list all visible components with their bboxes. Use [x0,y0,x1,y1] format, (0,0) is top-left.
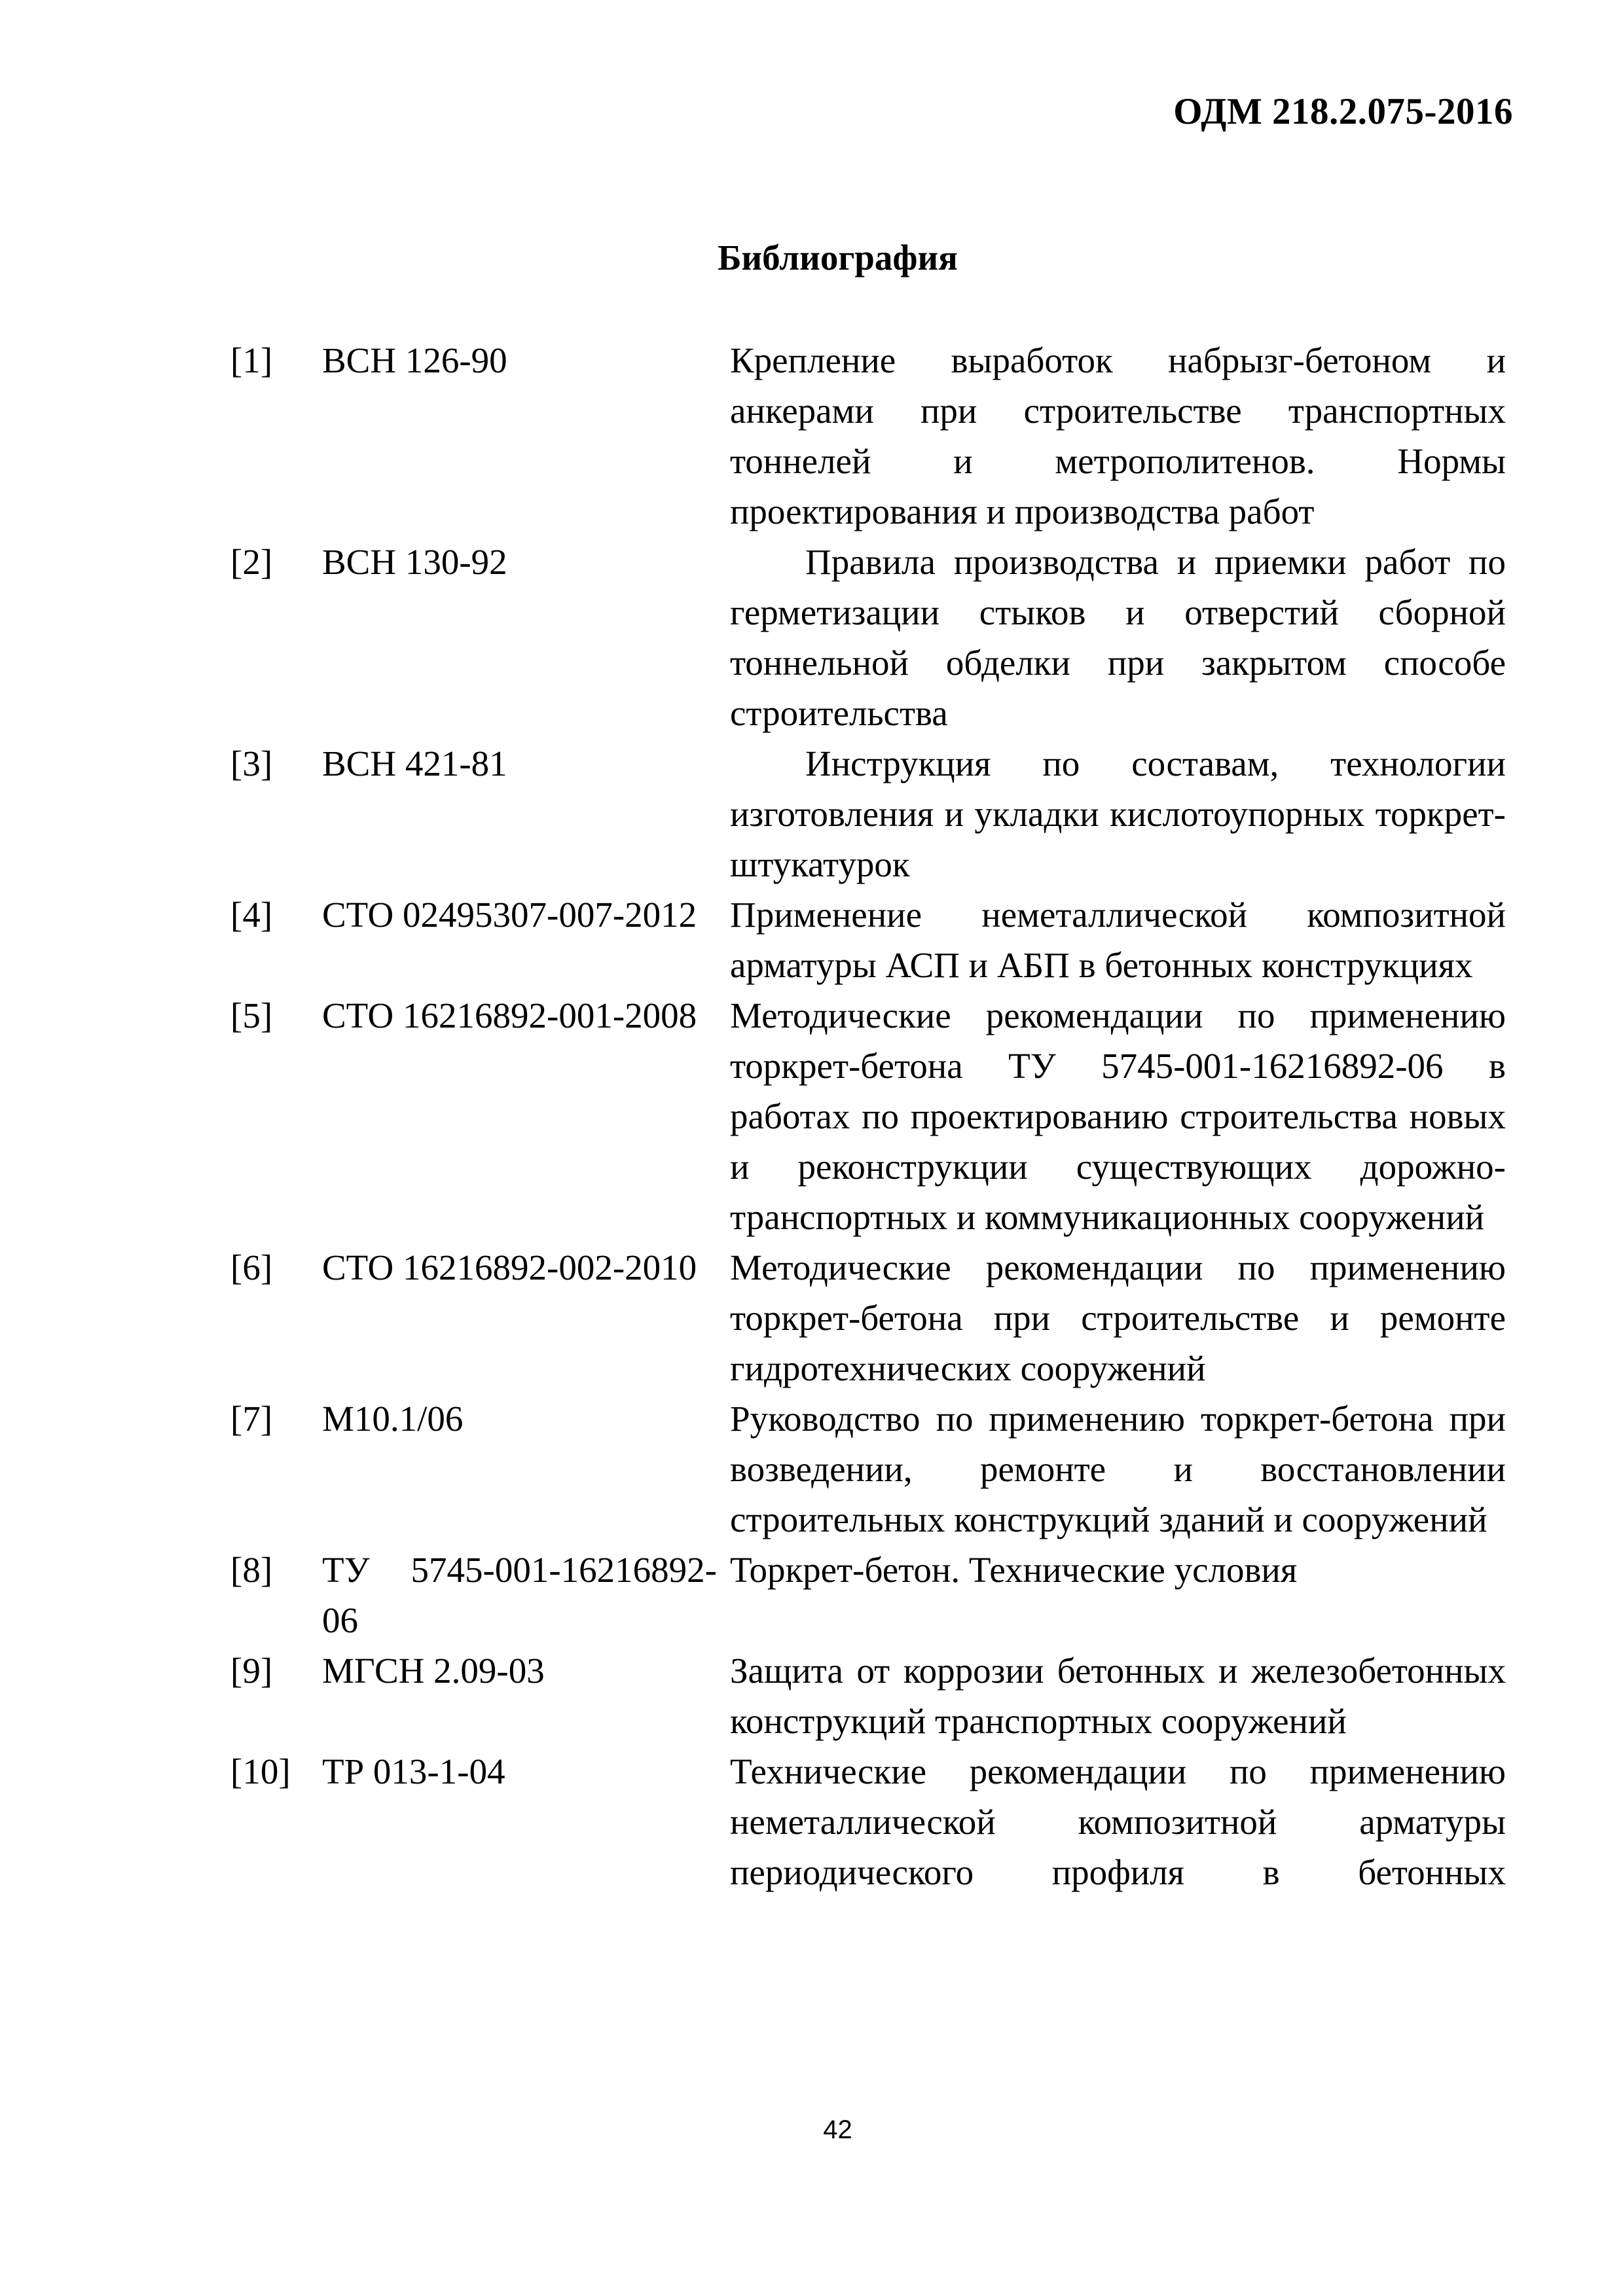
reference-title: Инструкция по составам, технологии изготовления и укладки кислотоупорных торкрет-штукатурок [730,744,1506,884]
reference-row [230,990,1506,1242]
reference-code: М10.1/06 [322,1399,464,1439]
reference-title: Применение неметаллической композитной арматуры АСП и АБП в бетонных конструкциях [730,895,1506,985]
reference-number: [9] [230,1651,273,1691]
bibliography-table [230,335,1506,1897]
reference-code: СТО 16216892-002-2010 [322,1247,697,1287]
reference-row [230,738,1506,889]
reference-title: Правила производства и приемки работ по герметизации стыков и отверстий сборной тоннельной обделки при закрытом способе строительства [730,542,1506,733]
reference-code: ВСН 130-92 [322,542,507,582]
reference-number: [10] [230,1751,291,1791]
reference-code: ВСН 421-81 [322,744,507,783]
reference-row [230,1545,1506,1645]
reference-title: Торкрет-бетон. Технические условия [730,1550,1298,1590]
reference-number: [3] [230,744,273,783]
reference-title: Защита от коррозии бетонных и железобетонных конструкций транспортных сооружений [730,1651,1506,1741]
reference-title: Методические рекомендации по применению торкрет-бетона при строительстве и ремонте гидротехнических сооружений [730,1247,1506,1388]
reference-row [230,335,1506,537]
reference-code: СТО 02495307-007-2012 [322,895,697,935]
reference-number: [4] [230,895,273,935]
reference-row [230,537,1506,738]
reference-title: Руководство по применению торкрет-бетона при возведении, ремонте и восстановлении строительных конструкций зданий и сооружений [730,1399,1506,1539]
reference-row [230,1746,1506,1897]
page-title: Библиография [718,238,958,278]
page-number: 42 [823,2115,852,2144]
reference-row [230,1645,1506,1746]
reference-number: [7] [230,1399,273,1439]
reference-title: Технические рекомендации по применению неметаллической композитной арматуры периодического профиля в бетонных [730,1751,1506,1892]
reference-number: [8] [230,1550,273,1590]
reference-row [230,889,1506,990]
reference-row [230,1242,1506,1393]
reference-code: ТУ 5745-001-16216892-06 [322,1550,717,1640]
reference-title: Методические рекомендации по применению торкрет-бетона ТУ 5745-001-16216892-06 в работах по проектированию строительства новых и реконструкции существующих дорожно-транспортных и коммуникационных сооружений [730,996,1506,1237]
reference-number: [1] [230,340,273,380]
reference-number: [6] [230,1247,273,1287]
reference-code: ВСН 126-90 [322,340,507,380]
reference-code: СТО 16216892-001-2008 [322,996,697,1035]
reference-row [230,1393,1506,1545]
reference-number: [5] [230,996,273,1035]
reference-title: Крепление выработок набрызг-бетоном и анкерами при строительстве транспортных тоннелей и метрополитенов. Нормы проектирования и производства работ [730,340,1506,531]
document-code: ОДМ 218.2.075-2016 [1173,91,1513,132]
reference-number: [2] [230,542,273,582]
reference-code: МГСН 2.09-03 [322,1651,545,1691]
reference-code: ТР 013-1-04 [322,1751,505,1791]
